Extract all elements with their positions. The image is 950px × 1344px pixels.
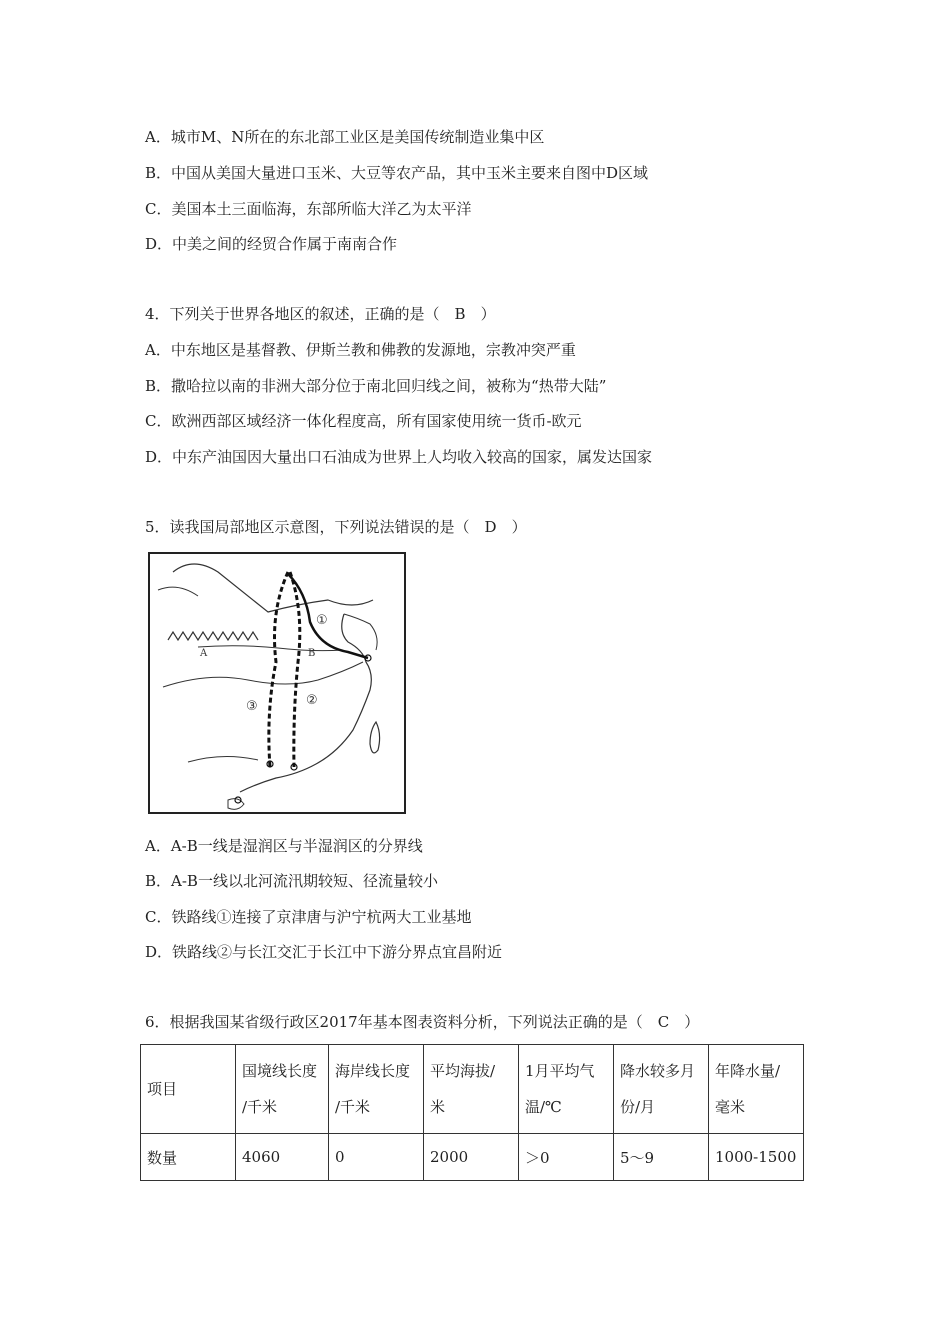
header-jan-temp: 1月平均气 温/℃	[519, 1045, 614, 1134]
q5-option-d: D．铁路线②与长江交汇于长江中下游分界点宜昌附近	[145, 943, 503, 961]
table-cell: 2000	[424, 1134, 519, 1181]
map-label-railway-1: ①	[316, 613, 328, 628]
map-label-railway-3: ③	[246, 699, 258, 714]
q4-option-d: D．中东产油国因大量出口石油成为世界上人均收入较高的国家，属发达国家	[145, 448, 653, 466]
header-avg-altitude: 平均海拔/ 米	[424, 1045, 519, 1134]
q6-stem: 6．根据我国某省级行政区2017年基本图表资料分析，下列说法正确的是（ C ）	[145, 1013, 700, 1031]
q4-option-a: A．中东地区是基督教、伊斯兰教和佛教的发源地，宗教冲突严重	[145, 341, 576, 359]
q4-option-b: B．撒哈拉以南的非洲大部分位于南北回归线之间，被称为“热带大陆”	[145, 377, 607, 395]
q5-option-a: A．A-B一线是湿润区与半湿润区的分界线	[145, 837, 423, 855]
q3-option-d: D．中美之间的经贸合作属于南南合作	[145, 235, 398, 253]
q4-option-c: C．欧洲西部区域经济一体化程度高，所有国家使用统一货币-欧元	[145, 412, 582, 430]
map-label-a: A	[200, 648, 208, 659]
header-item: 项目	[141, 1045, 236, 1134]
table-cell: 数量	[141, 1134, 236, 1181]
table-cell: 0	[329, 1134, 424, 1181]
q5-option-b: B．A-B一线以北河流汛期较短、径流量较小	[145, 872, 438, 890]
table-cell: ＞0	[519, 1134, 614, 1181]
q5-option-c: C．铁路线①连接了京津唐与沪宁杭两大工业基地	[145, 908, 472, 926]
china-region-map	[148, 552, 406, 814]
header-coastline-length: 海岸线长度 /千米	[329, 1045, 424, 1134]
table-cell: 4060	[236, 1134, 329, 1181]
map-label-b: B	[308, 648, 316, 659]
header-border-length: 国境线长度 /千米	[236, 1045, 329, 1134]
header-annual-precip: 年降水量/ 毫米	[709, 1045, 804, 1134]
map-label-railway-2: ②	[306, 693, 318, 708]
table-cell: 5～9	[614, 1134, 709, 1181]
table-row	[141, 1134, 804, 1181]
table-header-row	[141, 1045, 804, 1134]
province-data-table	[140, 1044, 804, 1181]
q4-stem: 4．下列关于世界各地区的叙述，正确的是（ B ）	[145, 305, 496, 323]
q3-option-c: C．美国本土三面临海，东部所临大洋乙为太平洋	[145, 200, 472, 218]
q3-option-b: B．中国从美国大量进口玉米、大豆等农产品，其中玉米主要来自图中D区域	[145, 164, 649, 182]
q3-option-a: A．城市M、N所在的东北部工业区是美国传统制造业集中区	[145, 128, 545, 146]
table-cell: 1000-1500	[709, 1134, 804, 1181]
q5-stem: 5．读我国局部地区示意图，下列说法错误的是（ D ）	[145, 518, 527, 536]
header-rainy-months: 降水较多月 份/月	[614, 1045, 709, 1134]
